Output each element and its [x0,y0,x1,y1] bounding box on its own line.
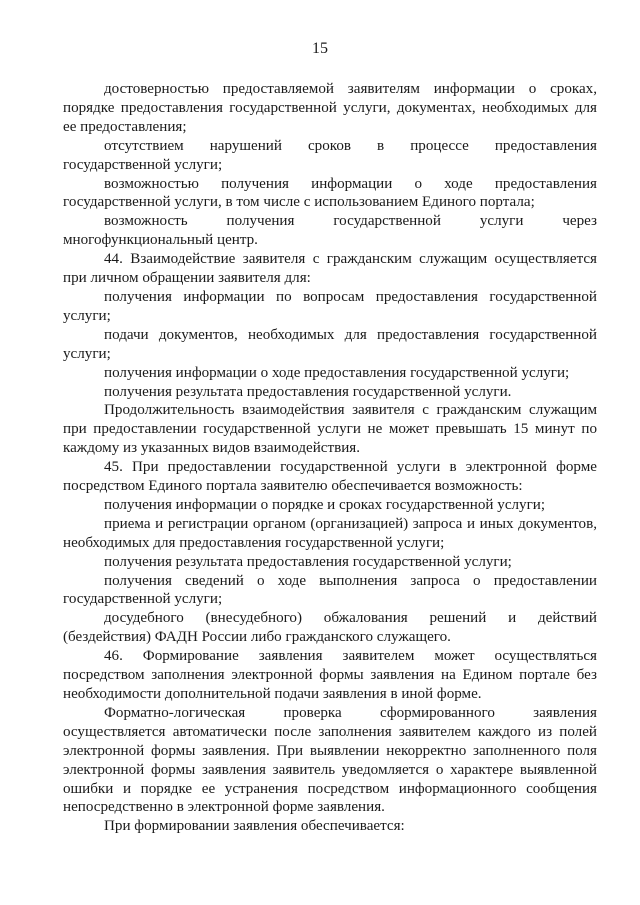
paragraph: получения информации о ходе предоставления государственной услуги; [104,364,570,381]
paragraph: достоверностью предоставляемой заявителям информации о сроках, порядке предоставления государственной услуги, документах, необходимых для ее предоставления; [63,81,597,135]
paragraph: получения сведений о ходе выполнения запроса о предоставлении государственной услуги; [63,572,597,608]
document-body [63,80,597,836]
paragraph: возможность получения государственной услуги через многофункциональный центр. [63,213,597,249]
paragraph: возможностью получения информации о ходе предоставления государственной услуги, в том числе с использованием Единого портала; [63,175,597,211]
paragraph: получения информации о порядке и сроках государственной услуги; [104,496,546,513]
paragraph: Продолжительность взаимодействия заявителя с гражданским служащим при предоставлении государственной услуги не может превышать 15 минут по каждому из указанных видов взаимодействия. [63,402,597,457]
paragraph: Форматно-логическая проверка сформированного заявления осуществляется автоматически после заполнения заявителем каждого из полей электронной формы заявления. При выявлении некорректно заполненного поля электронной формы заявления заявитель уведомляется о характере выявленной ошибки и порядке ее устранения посредством информационного сообщения непосредственно в электронной форме заявления. [63,704,597,816]
paragraph: отсутствием нарушений сроков в процессе предоставления государственной услуги; [63,137,597,173]
paragraph-section-45: 45. При предоставлении государственной услуги в электронной форме посредством Единого портала заявителю обеспечивается возможность: [63,459,597,495]
paragraph: досудебного (внесудебного) обжалования решений и действий (бездействия) ФАДН России либо гражданского служащего. [63,610,597,646]
paragraph: приема и регистрации органом (организацией) запроса и иных документов, необходимых для предоставления государственной услуги; [63,515,597,551]
paragraph-section-46: 46. Формирование заявления заявителем может осуществляться посредством заполнения электронной формы заявления на Едином портале без необходимости дополнительной подачи заявления в иной форме. [63,648,597,702]
paragraph: получения результата предоставления государственной услуги; [104,553,512,570]
page-number: 15 [312,40,328,57]
paragraph: получения результата предоставления государственной услуги. [104,383,512,400]
paragraph: При формировании заявления обеспечивается: [104,818,405,835]
paragraph-section-44: 44. Взаимодействие заявителя с гражданским служащим осуществляется при личном обращении заявителя для: [63,251,597,287]
paragraph: получения информации по вопросам предоставления государственной услуги; [63,288,597,324]
paragraph: подачи документов, необходимых для предоставления государственной услуги; [63,326,597,362]
